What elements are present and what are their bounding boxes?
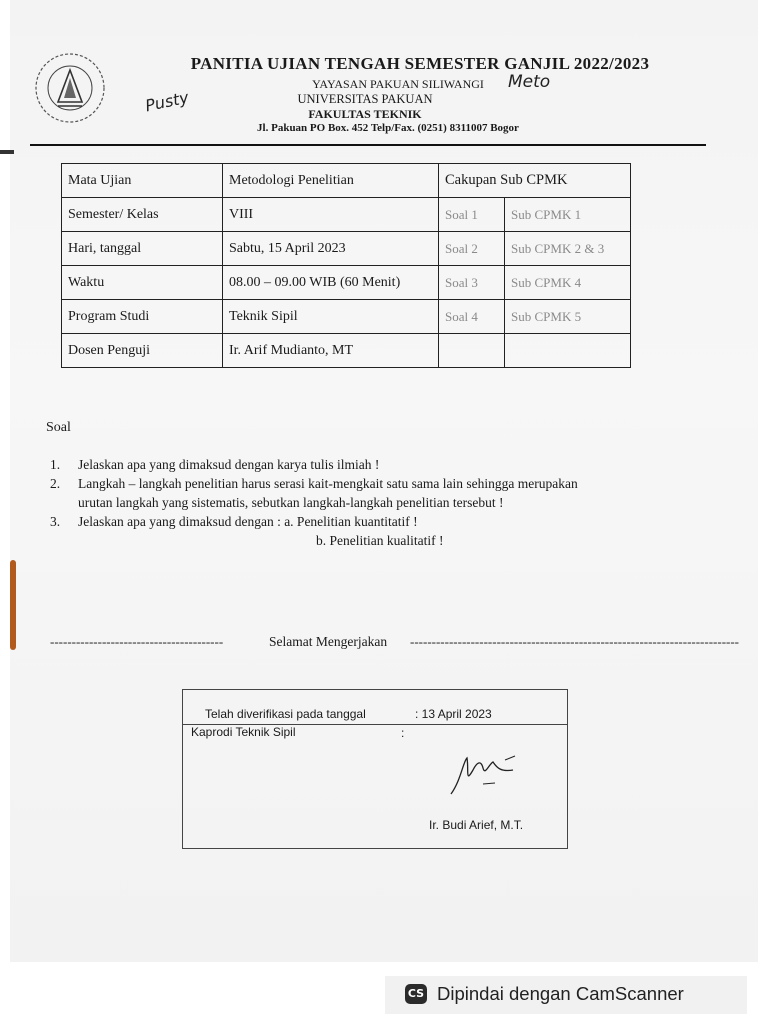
question-text: Jelaskan apa yang dimaksud dengan karya tulis ilmiah ! — [78, 457, 380, 472]
row-label: Waktu — [62, 266, 223, 300]
dash-line-left: ---------------------------------------- — [50, 634, 224, 649]
row-label: Dosen Penguji — [62, 334, 223, 368]
header-faculty: FAKULTAS TEKNIK — [308, 107, 422, 121]
table-row — [62, 300, 631, 334]
table-row — [62, 198, 631, 232]
sub-cpmk-cell: Sub CPMK 2 & 3 — [505, 232, 631, 266]
question-text: b. Penelitian kualitatif ! — [316, 533, 444, 548]
verification-date: : 13 April 2023 — [415, 707, 492, 721]
row-value: 08.00 – 09.00 WIB (60 Menit) — [223, 266, 439, 300]
question-number: 1. — [50, 457, 61, 472]
dash-line-right: ---------------------------------------------------------------------------- — [410, 634, 740, 649]
row-label: Program Studi — [62, 300, 223, 334]
exam-info-table — [61, 163, 631, 368]
row-value: Metodologi Penelitian — [223, 164, 439, 198]
closing-message: Selamat Mengerjakan — [269, 634, 388, 649]
camscanner-icon: CS — [405, 984, 427, 1004]
sub-cpmk-cell: Sub CPMK 5 — [505, 300, 631, 334]
row-value: VIII — [223, 198, 439, 232]
table-row — [62, 164, 631, 198]
header-foundation: YAYASAN PAKUAN SILIWANGI — [312, 77, 484, 91]
question-text: Jelaskan apa yang dimaksud dengan : a. Penelitian kuantitatif ! — [78, 514, 418, 529]
row-value: Ir. Arif Mudianto, MT — [223, 334, 439, 368]
handwritten-note-left: Pusty — [143, 87, 191, 116]
verification-box — [182, 689, 568, 849]
verification-label: Telah diverifikasi pada tanggal — [205, 707, 366, 721]
question-number: 3. — [50, 514, 61, 529]
header-university: UNIVERSITAS PAKUAN — [297, 92, 433, 106]
soal-cell — [439, 334, 505, 368]
signature-mark — [443, 750, 523, 800]
camscanner-text: Dipindai dengan CamScanner — [437, 983, 684, 1004]
row-label: Mata Ujian — [62, 164, 223, 198]
soal-cell: Soal 4 — [439, 300, 505, 334]
university-logo-seal — [32, 50, 108, 126]
sub-cpmk-cell: Sub CPMK 4 — [505, 266, 631, 300]
paper-edge-mark — [0, 150, 14, 154]
verifier-role: Kaprodi Teknik Sipil — [191, 725, 296, 739]
soal-cell: Soal 1 — [439, 198, 505, 232]
verifier-colon: : — [401, 726, 405, 740]
table-row — [62, 334, 631, 368]
questions-heading: Soal — [46, 420, 71, 435]
header-rule — [30, 144, 706, 146]
cpmk-header: Cakupan Sub CPMK — [439, 164, 631, 198]
sub-cpmk-cell: Sub CPMK 1 — [505, 198, 631, 232]
row-value: Sabtu, 15 April 2023 — [223, 232, 439, 266]
row-label: Semester/ Kelas — [62, 198, 223, 232]
soal-cell: Soal 3 — [439, 266, 505, 300]
header-address: Jl. Pakuan PO Box. 452 Telp/Fax. (0251) 8311007 Bogor — [257, 122, 519, 134]
header-title: PANITIA UJIAN TENGAH SEMESTER GANJIL 2022/2023 — [190, 54, 650, 73]
row-label: Hari, tanggal — [62, 232, 223, 266]
handwritten-note-right: Meto — [508, 72, 551, 92]
table-row — [62, 232, 631, 266]
sub-cpmk-cell — [505, 334, 631, 368]
camscanner-watermark — [385, 976, 747, 1014]
question-text: Langkah – langkah penelitian harus serasi kait-mengkait satu sama lain sehingga merupakan — [78, 476, 578, 491]
question-text: urutan langkah yang sistematis, sebutkan langkah-langkah penelitian tersebut ! — [78, 495, 504, 510]
question-number: 2. — [50, 476, 61, 491]
row-value: Teknik Sipil — [223, 300, 439, 334]
verifier-name: Ir. Budi Arief, M.T. — [429, 818, 524, 832]
paper-edge-shadow — [10, 560, 16, 650]
table-row — [62, 266, 631, 300]
soal-cell: Soal 2 — [439, 232, 505, 266]
